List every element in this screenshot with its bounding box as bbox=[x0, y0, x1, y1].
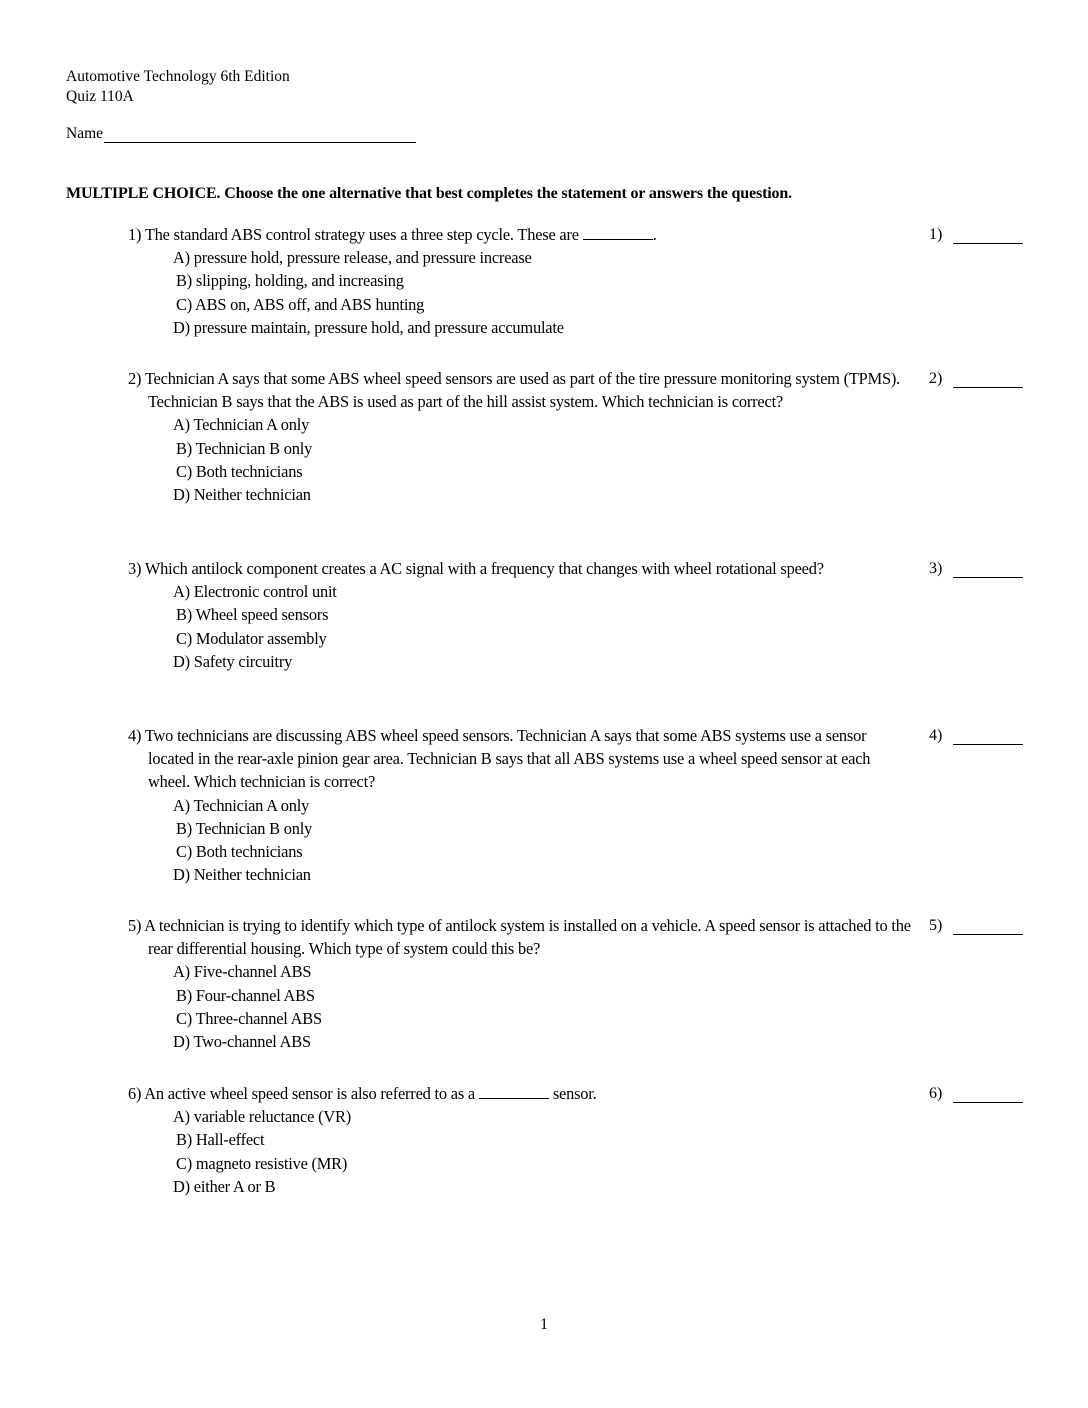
answer-blank[interactable] bbox=[953, 730, 1023, 745]
question-6 bbox=[128, 1082, 908, 1198]
question-number: 1) bbox=[128, 225, 142, 244]
answer-number: 2) bbox=[929, 370, 943, 387]
question-stem bbox=[128, 557, 908, 580]
choice-b[interactable]: B) Hall-effect bbox=[176, 1130, 265, 1150]
choice-c[interactable]: C) ABS on, ABS off, and ABS hunting bbox=[176, 294, 425, 314]
choice-b[interactable]: B) Technician B only bbox=[176, 438, 313, 458]
answer-number: 1) bbox=[929, 226, 943, 243]
question-2 bbox=[128, 367, 908, 506]
question-text: An active wheel speed sensor is also referred to as a bbox=[144, 1084, 476, 1103]
choice-c[interactable]: C) Three-channel ABS bbox=[176, 1008, 322, 1028]
question-text-end: . bbox=[652, 225, 657, 244]
answer-slot-3 bbox=[929, 560, 1023, 578]
answer-blank[interactable] bbox=[953, 1088, 1023, 1103]
choice-a[interactable]: A) Five-channel ABS bbox=[173, 962, 312, 982]
question-text-end: sensor. bbox=[552, 1084, 597, 1103]
choice-b[interactable]: B) Four-channel ABS bbox=[176, 985, 315, 1005]
choice-d[interactable]: D) Neither technician bbox=[173, 485, 311, 505]
instructions: MULTIPLE CHOICE. Choose the one alternative that best completes the statement or answers the question. bbox=[66, 185, 792, 202]
question-number: 2) bbox=[128, 369, 142, 388]
choice-c[interactable]: C) Both technicians bbox=[176, 842, 303, 862]
choice-b[interactable]: B) Wheel speed sensors bbox=[176, 605, 329, 625]
choice-b[interactable]: B) slipping, holding, and increasing bbox=[176, 271, 404, 291]
choice-a[interactable]: A) pressure hold, pressure release, and pressure increase bbox=[173, 248, 532, 268]
answer-number: 4) bbox=[929, 727, 943, 744]
question-stem bbox=[128, 367, 908, 413]
question-1 bbox=[128, 223, 908, 339]
answer-slot-2 bbox=[929, 370, 1023, 388]
fill-in-blank bbox=[479, 1086, 549, 1099]
question-number: 4) bbox=[128, 726, 142, 745]
question-number: 3) bbox=[128, 559, 142, 578]
question-stem bbox=[128, 223, 908, 246]
quiz-title: Quiz 110A bbox=[66, 88, 134, 105]
question-text: Which antilock component creates a AC signal with a frequency that changes with wheel rotational speed? bbox=[144, 559, 824, 578]
question-3 bbox=[128, 557, 908, 673]
name-field-row bbox=[66, 125, 416, 143]
book-title: Automotive Technology 6th Edition bbox=[66, 68, 290, 85]
choice-a[interactable]: A) Electronic control unit bbox=[173, 582, 337, 602]
answer-number: 3) bbox=[929, 560, 943, 577]
question-stem bbox=[128, 724, 908, 794]
question-text: A technician is trying to identify which type of antilock system is installed on a vehicle. A speed sensor is attached to the rear differential housing. Which type of system could this be? bbox=[144, 916, 911, 959]
choice-a[interactable]: A) Technician A only bbox=[173, 795, 310, 815]
name-blank-line[interactable] bbox=[104, 126, 416, 143]
answer-slot-4 bbox=[929, 727, 1023, 745]
question-stem bbox=[128, 914, 918, 960]
choice-a[interactable]: A) Technician A only bbox=[173, 415, 310, 435]
question-text: The standard ABS control strategy uses a three step cycle. These are bbox=[144, 225, 579, 244]
choice-d[interactable]: D) Safety circuitry bbox=[173, 651, 293, 671]
question-4 bbox=[128, 724, 908, 886]
choice-d[interactable]: D) either A or B bbox=[173, 1176, 276, 1196]
choice-d[interactable]: D) Neither technician bbox=[173, 865, 311, 885]
question-5 bbox=[128, 914, 918, 1053]
answer-blank[interactable] bbox=[953, 920, 1023, 935]
question-stem bbox=[128, 1082, 908, 1105]
answer-slot-5 bbox=[929, 917, 1023, 935]
choice-c[interactable]: C) magneto resistive (MR) bbox=[176, 1153, 348, 1173]
choice-d[interactable]: D) pressure maintain, pressure hold, and pressure accumulate bbox=[173, 317, 564, 337]
choice-b[interactable]: B) Technician B only bbox=[176, 818, 313, 838]
question-number: 6) bbox=[128, 1084, 142, 1103]
fill-in-blank bbox=[583, 227, 653, 240]
answer-number: 6) bbox=[929, 1085, 943, 1102]
name-label: Name bbox=[66, 125, 104, 142]
answer-blank[interactable] bbox=[953, 563, 1023, 578]
question-text: Two technicians are discussing ABS wheel speed sensors. Technician A says that some ABS systems use a sensor located in the rear-axle pinion gear area. Technician B says that all ABS systems use a wheel speed sensor at each wheel. Which technician is correct? bbox=[144, 726, 871, 792]
page-number: 1 bbox=[540, 1316, 548, 1333]
question-text: Technician A says that some ABS wheel speed sensors are used as part of the tire pressure monitoring system (TPMS). Technician B says that the ABS is used as part of the hill assist system. Which technician is correct? bbox=[144, 369, 901, 412]
choice-c[interactable]: C) Both technicians bbox=[176, 461, 303, 481]
answer-slot-1 bbox=[929, 226, 1023, 244]
choice-d[interactable]: D) Two-channel ABS bbox=[173, 1032, 311, 1052]
question-number: 5) bbox=[128, 916, 142, 935]
choice-c[interactable]: C) Modulator assembly bbox=[176, 628, 327, 648]
document-header bbox=[66, 67, 290, 107]
answer-slot-6 bbox=[929, 1085, 1023, 1103]
choice-a[interactable]: A) variable reluctance (VR) bbox=[173, 1107, 351, 1127]
answer-blank[interactable] bbox=[953, 229, 1023, 244]
answer-blank[interactable] bbox=[953, 373, 1023, 388]
answer-number: 5) bbox=[929, 917, 943, 934]
